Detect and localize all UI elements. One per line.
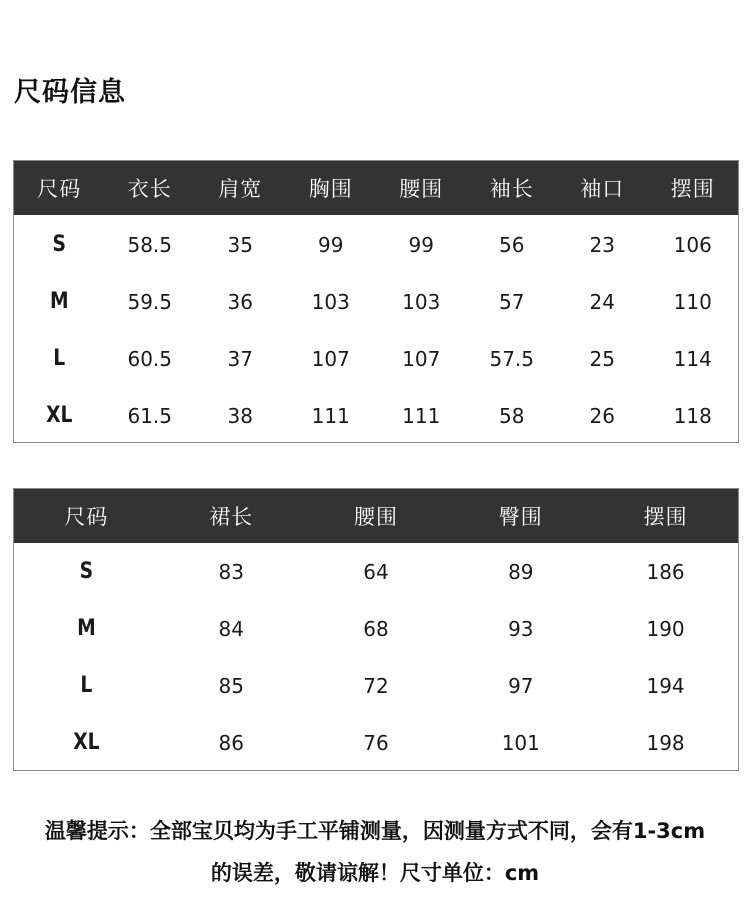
- table-cell: 59.5: [127, 289, 173, 314]
- table-cell: 99: [408, 232, 434, 257]
- table-cell: 60.5: [127, 346, 173, 371]
- table-cell: 83: [218, 559, 244, 584]
- table-cell: 56: [499, 232, 525, 257]
- header-cell: 腰围: [353, 505, 398, 529]
- table-header-row: [14, 489, 738, 543]
- table-cell: 84: [218, 616, 244, 641]
- table-row: [14, 600, 738, 657]
- table-cell: 57: [499, 289, 525, 314]
- table-cell: 58.5: [127, 232, 173, 257]
- table-header-row: [14, 161, 738, 215]
- table-cell: 101: [501, 730, 540, 755]
- table-cell: 97: [508, 673, 534, 698]
- table-row: [14, 657, 738, 714]
- table-cell: 25: [589, 346, 615, 371]
- table-cell: 72: [363, 673, 389, 698]
- size-cell: XL: [46, 403, 73, 428]
- table-cell: 61.5: [127, 403, 173, 428]
- header-cell: 胸围: [308, 177, 353, 201]
- table-cell: 99: [318, 232, 344, 257]
- table-cell: 198: [646, 730, 685, 755]
- header-cell: 裙长: [209, 505, 254, 529]
- table-cell: 23: [589, 232, 615, 257]
- table-cell: 111: [402, 403, 441, 428]
- table-row: [14, 273, 738, 330]
- table-cell: 38: [227, 403, 253, 428]
- table-cell: 106: [673, 232, 712, 257]
- table-cell: 64: [363, 559, 389, 584]
- top-size-table: [13, 160, 739, 443]
- table-cell: 57.5: [489, 346, 535, 371]
- table-cell: 190: [646, 616, 685, 641]
- table-cell: 118: [673, 403, 712, 428]
- table-cell: 26: [589, 403, 615, 428]
- header-cell: 摆围: [643, 505, 688, 529]
- header-cell: 摆围: [670, 177, 715, 201]
- table-cell: 35: [227, 232, 253, 257]
- table-cell: 76: [363, 730, 389, 755]
- size-cell: L: [80, 673, 93, 698]
- table-cell: 103: [402, 289, 441, 314]
- table-row: [14, 330, 738, 387]
- header-cell: 腰围: [399, 177, 444, 201]
- table-cell: 194: [646, 673, 685, 698]
- size-cell: S: [79, 559, 94, 584]
- table-cell: 111: [311, 403, 350, 428]
- table-cell: 85: [218, 673, 244, 698]
- table-cell: 110: [673, 289, 712, 314]
- table-cell: 68: [363, 616, 389, 641]
- table-body: [14, 215, 738, 444]
- table-row: [14, 387, 738, 444]
- bottom-size-table: [13, 488, 739, 771]
- table-cell: 93: [508, 616, 534, 641]
- table-cell: 103: [311, 289, 350, 314]
- size-cell: M: [49, 289, 69, 314]
- header-cell: 尺码: [64, 505, 109, 529]
- table-cell: 186: [646, 559, 685, 584]
- header-cell: 袖长: [489, 177, 534, 201]
- table-cell: 89: [508, 559, 534, 584]
- header-cell: 尺码: [37, 177, 82, 201]
- header-cell: 肩宽: [218, 177, 263, 201]
- header-cell: 衣长: [127, 177, 172, 201]
- table-row: [14, 714, 738, 771]
- table-cell: 58: [499, 403, 525, 428]
- header-cell: 臀围: [498, 505, 543, 529]
- header-cell: 袖口: [580, 177, 625, 201]
- table-cell: 36: [227, 289, 253, 314]
- table-cell: 86: [218, 730, 244, 755]
- size-cell: XL: [73, 730, 100, 755]
- size-cell: S: [52, 232, 66, 257]
- table-cell: 114: [673, 346, 712, 371]
- table-cell: 24: [589, 289, 615, 314]
- table-row: [14, 543, 738, 600]
- page-title: 尺码信息: [14, 77, 126, 108]
- table-cell: 37: [227, 346, 253, 371]
- table-row: [14, 216, 738, 273]
- table-cell: 107: [311, 346, 350, 371]
- size-cell: L: [53, 346, 66, 371]
- size-cell: M: [77, 616, 96, 641]
- table-body: [14, 543, 738, 771]
- measurement-notice-line-2: 的误差，敬请谅解！尺寸单位：cm: [210, 861, 540, 885]
- measurement-notice-line-1: 温馨提示：全部宝贝均为手工平铺测量，因测量方式不同，会有1-3cm: [44, 819, 706, 843]
- table-cell: 107: [402, 346, 441, 371]
